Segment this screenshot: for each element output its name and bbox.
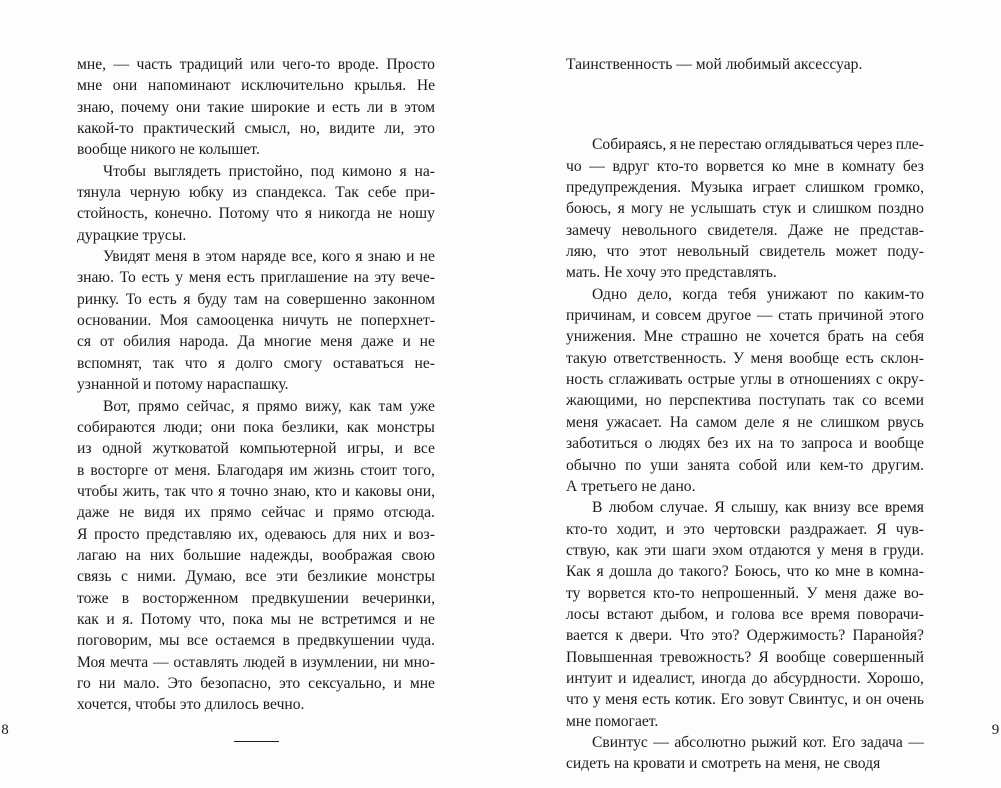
text-line: обычно по уши занята собой или кем-то другим. — [566, 456, 924, 474]
text-line: ринку. То есть я буду там на совершенно законном — [77, 290, 435, 308]
text-line: лосы встают дыбом, и голова все время поворачи- — [566, 605, 924, 623]
text-line: узнанной и потому нараспашку. — [77, 376, 289, 394]
text-line: Моя мечта — оставлять людей в изумлении, ни мно- — [77, 653, 435, 671]
text-line: вообще никого не колышет. — [77, 141, 260, 159]
page-number-right: 9 — [991, 722, 1000, 738]
right-page — [500, 0, 1001, 788]
text-line: собираются люди; они пока безлики, как монстры — [77, 418, 435, 436]
text-line: интуит и идеалист, иногда до абсурдности. Хорошо, — [566, 669, 924, 687]
text-line: Одно дело, когда тебя унижают по каким-то — [592, 285, 924, 303]
text-line: мать. Не хочу это представлять. — [566, 264, 777, 282]
text-line: вспомнят, так что я долго смогу оставаться не- — [77, 354, 435, 372]
text-line: поговорим, мы все остаемся в предвкушении чуда. — [77, 632, 435, 650]
text-line: Увидят меня в этом наряде все, кого я знаю и не — [103, 248, 435, 266]
text-line: какой-то практический смысл, но, видите ли, это — [77, 120, 435, 138]
text-line: ся от обилия народа. Да многие меня даже и не — [77, 333, 435, 351]
text-line: Собираясь, я не перестаю оглядываться через пле- — [592, 136, 924, 154]
text-line: основании. Моя самооценка ничуть не поперхнет- — [77, 312, 435, 330]
text-line: Как я дошла до такого? Боюсь, что ко мне в комна- — [566, 563, 924, 581]
text-line: боюсь, я могу не услышать стук и слишком поздно — [566, 200, 924, 218]
text-line: Повышенная тревожность? Я вообще совершенный — [566, 648, 924, 666]
section-divider-rule — [234, 741, 279, 742]
text-line: вается к двери. Что это? Одержимость? Паранойя? — [566, 627, 924, 645]
right-page-text-column — [566, 54, 924, 775]
text-line: из одной жутковатой компьютерной игры, и все — [77, 440, 435, 458]
left-page — [0, 0, 500, 788]
text-line: предупреждения. Музыка играет слишком громко, — [566, 179, 924, 197]
text-line: как и я. Потому что, пока мы не встретимся и не — [77, 610, 435, 628]
text-line: Свинтус — абсолютно рыжий кот. Его задача — — [592, 733, 924, 751]
text-line: мне, — часть традиций или чего-то вроде. Просто — [77, 56, 435, 73]
text-line: унижения. Мне страшно не хочется брать на себя — [566, 328, 924, 346]
text-line: мне помогает. — [566, 712, 659, 730]
text-line: знаю. То есть у меня есть приглашение на эту вече- — [77, 269, 435, 287]
text-line: ность сглаживать острые углы в отношениях с окру- — [566, 371, 924, 389]
text-line: жающими, но перспектива поступать так со всеми — [566, 392, 924, 410]
text-line: такую ответственность. У меня вообще есть склон- — [566, 349, 924, 367]
text-line: связь с ними. Думаю, все эти безликие монстры — [77, 568, 435, 586]
text-line: знаю, почему они такие широкие и есть ли в этом — [77, 98, 435, 116]
text-line: кто-то ходит, и это чертовски раздражает. Я чув- — [566, 520, 924, 538]
text-line: что у меня есть котик. Его зовут Свинтус, и он очень — [566, 691, 924, 709]
text-line: В любом случае. Я слышу, как внизу все время — [592, 499, 924, 517]
page-number-left: 8 — [1, 722, 9, 738]
text-line: заботиться о людях без их на то запроса и вообще — [566, 435, 924, 453]
text-line: тоже в восторженном предвкушении вечеринки, — [77, 589, 435, 607]
text-line: мне они напоминают исключительно крылья. Не — [77, 77, 435, 95]
text-line: А третьего не дано. — [566, 477, 696, 495]
text-line: дурацкие трусы. — [77, 226, 187, 244]
text-line: сидеть на кровати и смотреть на меня, не сводя — [566, 755, 881, 773]
text-line: Вот, прямо сейчас, я прямо вижу, как там уже — [103, 397, 435, 415]
text-line: тянула черную юбку из спандекса. Так себе при- — [77, 184, 435, 202]
text-line: ту ворвется кто-то непрошенный. У меня даже во- — [566, 584, 924, 602]
text-line: замечу невольного свидетеля. Даже не представ- — [566, 221, 924, 239]
text-line: ляю, что этот невольный свидетель может поду- — [566, 243, 924, 261]
text-line: в восторге от меня. Благодаря им жизнь стоит того, — [77, 461, 435, 479]
epigraph-spacer — [566, 75, 924, 134]
text-line: чо — вдруг кто-то ворвется ко мне в комнату без — [566, 157, 924, 175]
text-line: Я просто представляю их, одеваюсь для них и воз- — [77, 525, 435, 543]
text-line: меня ужасает. На самом деле я не слишком рвусь — [566, 413, 924, 431]
text-line: го ни мало. Это безопасно, это сексуально, и мне — [77, 674, 435, 692]
text-line: чтобы жить, так что я точно знаю, кто и каковы они, — [77, 482, 435, 500]
text-line: даже не видя их прямо сейчас и прямо отсюда. — [77, 504, 435, 522]
text-line: хочется, чтобы это длилось вечно. — [77, 696, 305, 714]
epigraph: Таинственность — мой любимый аксессуар. — [566, 56, 863, 73]
text-line: ствую, как эти шаги эхом отдаются у меня в груди. — [566, 541, 924, 559]
left-page-text-column — [77, 54, 435, 742]
text-line: Чтобы выглядеть пристойно, под кимоно я на- — [103, 162, 435, 180]
text-line: лагаю на них большие надежды, воображая свою — [77, 546, 435, 564]
text-line: стойность, конечно. Потому что я никогда не ношу — [77, 205, 435, 223]
text-line: причинам, и совсем другое — стать причиной этого — [566, 307, 924, 325]
